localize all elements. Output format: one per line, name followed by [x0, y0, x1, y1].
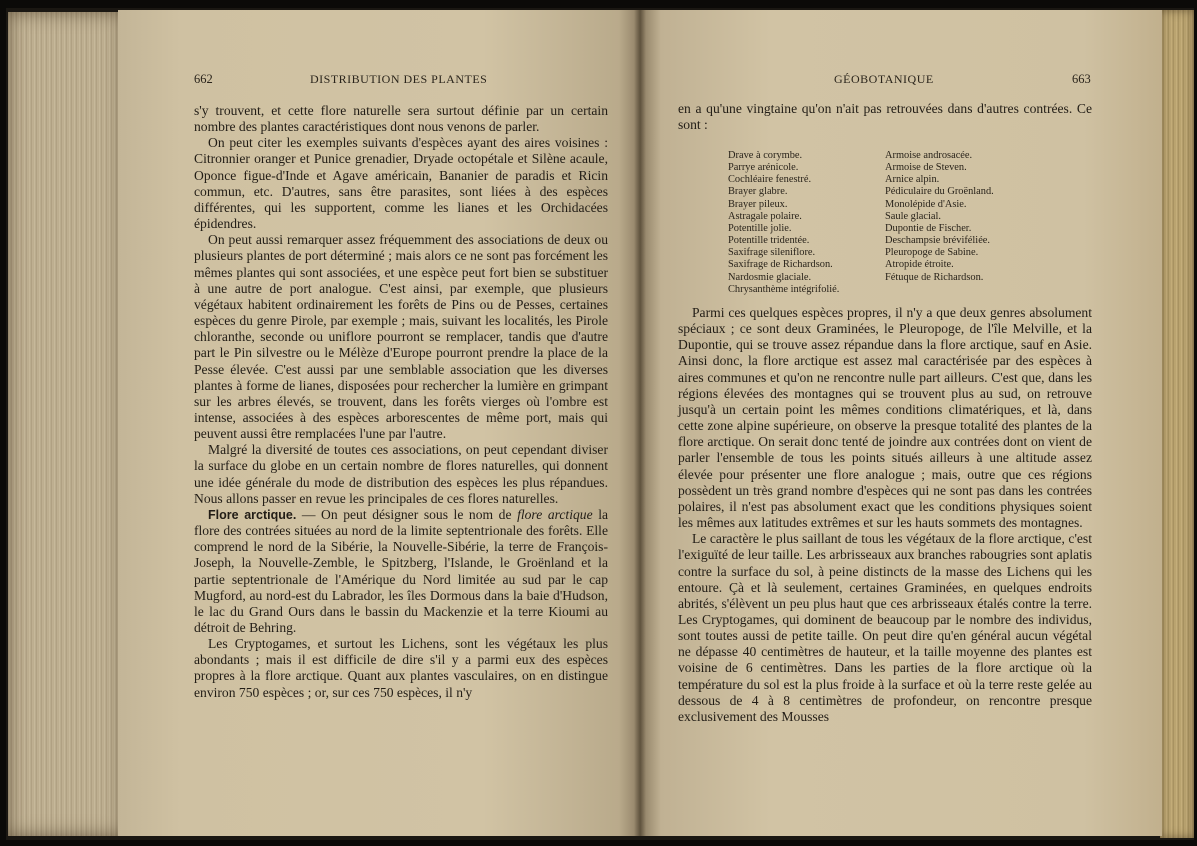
species-item: Pédiculaire du Groënland.	[885, 186, 994, 198]
paragraph: Parmi ces quelques espèces propres, il n'y a que deux genres absolument spéciaux ; ce sont deux Graminées, le Pleuropoge, de l'île Melville, et la Dupontie, qui se trouve assez répandue dans la flore arctique, sauf en Asie. Ainsi donc, la flore arctique est assez mal caractérisée par des espèces à aires communes et qu'on ne rencontre nulle part ailleurs. C'est que, dans les régions élevées des montagnes qui se trouvent plus au sud, on retrouve jusqu'à un certain point les mêmes conditions climatériques, et là, dans cette zone alpine supérieure, on observe la presque totalité des plantes de la flore arctique. On serait donc tenté de joindre aux contrées dont on vient de parler l'ensemble de tous les points situés ailleurs à une altitude assez élevée pour présenter une flore analogue ; mais, outre que ces régions possèdent un très grand nombre d'espèces qui ne sont pas dans les contrées polaires, il n'est pas absolument exact que les conditions physiques soient les mêmes aux latitudes extrêmes et sur les hauts sommets des montagnes.	[678, 305, 1092, 531]
right-body-text	[678, 305, 1092, 725]
paragraph: s'y trouvent, et cette flore naturelle sera surtout définie par un certain nombre des plantes caractéristiques dont nous venons de parler.	[194, 103, 608, 135]
species-item: Dupontie de Fischer.	[885, 222, 972, 234]
species-list-col1	[728, 150, 839, 296]
right-page-number: 663	[1072, 72, 1091, 86]
left-page	[118, 10, 640, 836]
species-item: Armoise de Steven.	[885, 162, 967, 174]
section-label: Flore arctique.	[208, 507, 297, 522]
species-item: Brayer glabre.	[728, 186, 788, 198]
page-edges-right	[1160, 10, 1194, 838]
species-item: Saxifrage sileniflore.	[728, 247, 816, 259]
left-running-head: DISTRIBUTION DES PLANTES	[310, 72, 488, 86]
right-page	[640, 10, 1162, 836]
species-item: Deschampsie bréviféliée.	[885, 235, 991, 247]
species-item: Saule glacial.	[885, 210, 941, 222]
species-item: Pleuropoge de Sabine.	[885, 247, 979, 259]
species-item: Parrye arénicole.	[728, 162, 799, 174]
left-page-number: 662	[194, 72, 213, 86]
species-item: Brayer pileux.	[728, 198, 788, 210]
species-item: Astragale polaire.	[728, 210, 802, 222]
species-list-col2	[885, 150, 994, 284]
left-body-text	[194, 103, 608, 701]
page-edges-left	[8, 12, 123, 836]
italic-term: flore arctique	[517, 506, 593, 522]
right-intro-text	[678, 101, 1092, 133]
species-item: Arnice alpin.	[885, 174, 940, 186]
paragraph-dash: — On peut désigner sous le nom de	[296, 506, 518, 522]
species-item: Nardosmie glaciale.	[728, 271, 812, 283]
paragraph: Malgré la diversité de toutes ces associations, on peut cependant diviser la surface du globe en un certain nombre de flores naturelles, qui donnent une idée générale du mode de distribution des espèces les plus répandues. Nous allons passer en revue les principales de ces flores naturelles.	[194, 442, 608, 506]
paragraph: en a qu'une vingtaine qu'on n'ait pas retrouvées dans d'autres contrées. Ce sont :	[678, 101, 1092, 133]
right-running-head: GÉOBOTANIQUE	[834, 72, 934, 86]
paragraph-rest: la flore des contrées situées au nord de la limite septentrionale des forêts. Elle comprend le nord de la Sibérie, la Nouvelle-Sibérie, la terre de François-Joseph, la Nouvelle-Zemble, le Spitzberg, l'Islande, le Groënland et la partie septentrionale de l'Amérique du Nord limitée au sud par le cap Mugford, au nord-est du Labrador, les îles Dormous dans la baie d'Hudson, le lac du Grand Ours dans le bassin du Mackenzie et la terre Kioumi au détroit de Behring.	[194, 506, 609, 635]
paragraph: Les Cryptogames, et surtout les Lichens, sont les végétaux les plus abondants ; mais il est difficile de dire s'il y a parmi eux des espèces propres à la flore arctique. Quant aux plantes vasculaires, on en distingue environ 750 espèces ; or, sur ces 750 espèces, il n'y	[194, 636, 608, 700]
paragraph: On peut aussi remarquer assez fréquemment des associations de deux ou plusieurs plantes de port déterminé ; mais alors ce ne sont pas forcément les mêmes plantes qui sont associées, et une espèce peut fort bien se substituer à une autre de port analogue. C'est ainsi, par exemple, que plusieurs végétaux habitent ordinairement les forêts de Pins ou de Pesses, certaines espèces du genre Pirole, par exemple ; mais, suivant les localités, les Pirole chloranthe, seconde ou uniflore pourront se remplacer, tandis que d'autre part le Pin silvestre ou le Mélèze d'Europe pourront prendre la place de la Pesse élevée. C'est aussi par une semblable association que les diverses plantes à forme de lianes, disposées pour rechercher la lumière en grimpant sur les arbres élevés, se trouvent, dans les forêts vierges où l'ombre est intense, associées à des espèces arborescentes de même port, mais qui peuvent aussi être remplacées l'une par l'autre.	[194, 232, 608, 442]
species-item: Drave à corymbe.	[728, 150, 803, 161]
species-item: Fétuque de Richardson.	[885, 271, 984, 283]
paragraph: On peut citer les exemples suivants d'espèces ayant des aires voisines : Citronnier oranger et Punice grenadier, Dryade octopétale et Silène acaule, Oponce figue-d'Inde et Agave américain, Bananier de paradis et Ricin commun, etc. D'autres, sans être parasites, sont liées à des espèces différentes, qui les supportent, comme les lianes et les Orchidacées épidendres.	[194, 135, 608, 232]
species-item: Potentille tridentée.	[728, 235, 810, 247]
species-item: Armoise androsacée.	[885, 150, 973, 161]
species-item: Potentille jolie.	[728, 222, 792, 234]
species-item: Monolépide d'Asie.	[885, 198, 967, 210]
book-gutter	[634, 10, 646, 836]
species-item: Cochléaire fenestré.	[728, 174, 812, 186]
paragraph: Le caractère le plus saillant de tous les végétaux de la flore arctique, c'est l'exiguïté de leur taille. Les arbrisseaux aux branches rabougries sont aplatis contre la surface du sol, à peine distincts de la masse des Lichens qui les entoure. Çà et là seulement, certaines Graminées, en quelques endroits abrités, s'élèvent un peu plus haut que ces arbrisseaux étalés contre la terre. Les Cryptogames, qui dominent de beaucoup par le nombre des individus, sont toutes aussi de petite taille. On peut dire qu'en général aucun végétal ne dépasse 40 centimètres de hauteur, et la taille moyenne des plantes est voisine de 6 centimètres. Dans les parties de la flore arctique où la température du sol est la plus froide à la surface et où la terre reste gelée au dessous de 4 à 8 centimètres de profondeur, on rencontre presque exclusivement des Mousses	[678, 531, 1092, 724]
species-item: Atropide étroite.	[885, 259, 954, 271]
species-item: Chrysanthème intégrifolié.	[728, 283, 840, 295]
species-item: Saxifrage de Richardson.	[728, 259, 833, 271]
flore-arctique-paragraph	[194, 507, 608, 636]
